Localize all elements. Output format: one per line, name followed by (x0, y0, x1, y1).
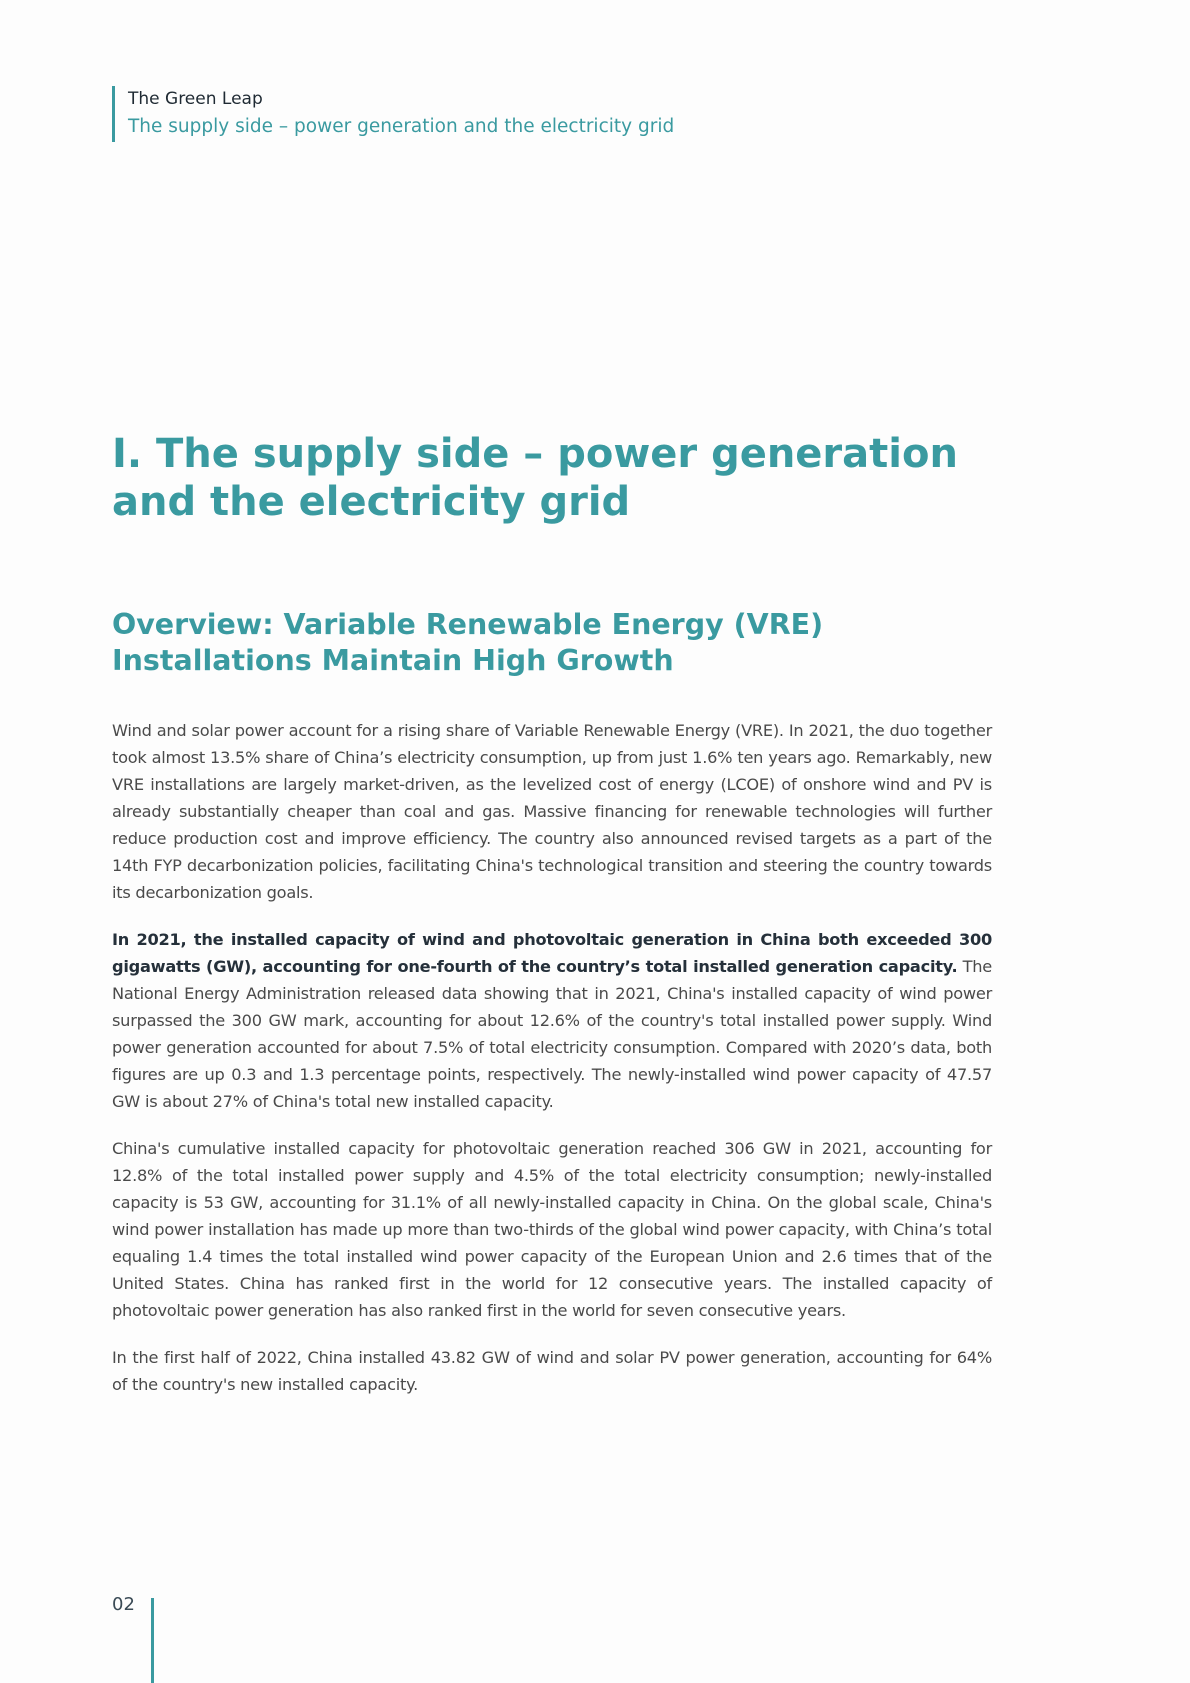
running-section-title: The supply side – power generation and the electricity grid (128, 116, 675, 137)
body-text (112, 717, 992, 1418)
document-title: The Green Leap (128, 89, 263, 109)
subsection-title: Overview: Variable Renewable Energy (VRE) Installations Maintain High Growth (112, 608, 824, 677)
page-number-rule (151, 1598, 154, 1683)
paragraph-1: Wind and solar power account for a rising share of Variable Renewable Energy (VRE). In 2021, the duo together took almost 13.5% share of China’s electricity consumption, up from just 1.6% ten years ago. Remarkably, new VRE installations are largely market-driven, as the levelized cost of energy (LCOE) of onshore wind and PV is already substantially cheaper than coal and gas. Massive financing for renewable technologies will further reduce production cost and improve efficiency. The country also announced revised targets as a part of the 14th FYP decarbonization policies, facilitating China's technological transition and steering the country towards its decarbonization goals. (112, 721, 992, 902)
paragraph-2 (112, 926, 992, 1115)
paragraph-4: In the first half of 2022, China installed 43.82 GW of wind and solar PV power generation, accounting for 64% of the country's new installed capacity. (112, 1348, 992, 1394)
running-header (112, 86, 674, 142)
paragraph-2-lead: In 2021, the installed capacity of wind and photovoltaic generation in China both exceeded 300 gigawatts (GW), accounting for one-fourth of the country’s total installed generation capacity. (112, 930, 992, 976)
paragraph-3: China's cumulative installed capacity for photovoltaic generation reached 306 GW in 2021, accounting for 12.8% of the total installed power supply and 4.5% of the total electricity consumption; newly-installed capacity is 53 GW, accounting for 31.1% of all newly-installed capacity in China. On the global scale, China's wind power installation has made up more than two-thirds of the global wind power capacity, with China’s total equaling 1.4 times the total installed wind power capacity of the European Union and 2.6 times that of the United States. China has ranked first in the world for 12 consecutive years. The installed capacity of photovoltaic power generation has also ranked first in the world for seven consecutive years. (112, 1139, 992, 1320)
paragraph-2-rest: The National Energy Administration released data showing that in 2021, China's installed capacity of wind power surpassed the 300 GW mark, accounting for about 12.6% of the country's total installed power supply. Wind power generation accounted for about 7.5% of total electricity consumption. Compared with 2020’s data, both figures are up 0.3 and 1.3 percentage points, respectively. The newly-installed wind power capacity of 47.57 GW is about 27% of China's total new installed capacity. (112, 957, 992, 1111)
chapter-title: I. The supply side – power generation and the electricity grid (112, 431, 958, 525)
page-number: 02 (112, 1594, 135, 1615)
